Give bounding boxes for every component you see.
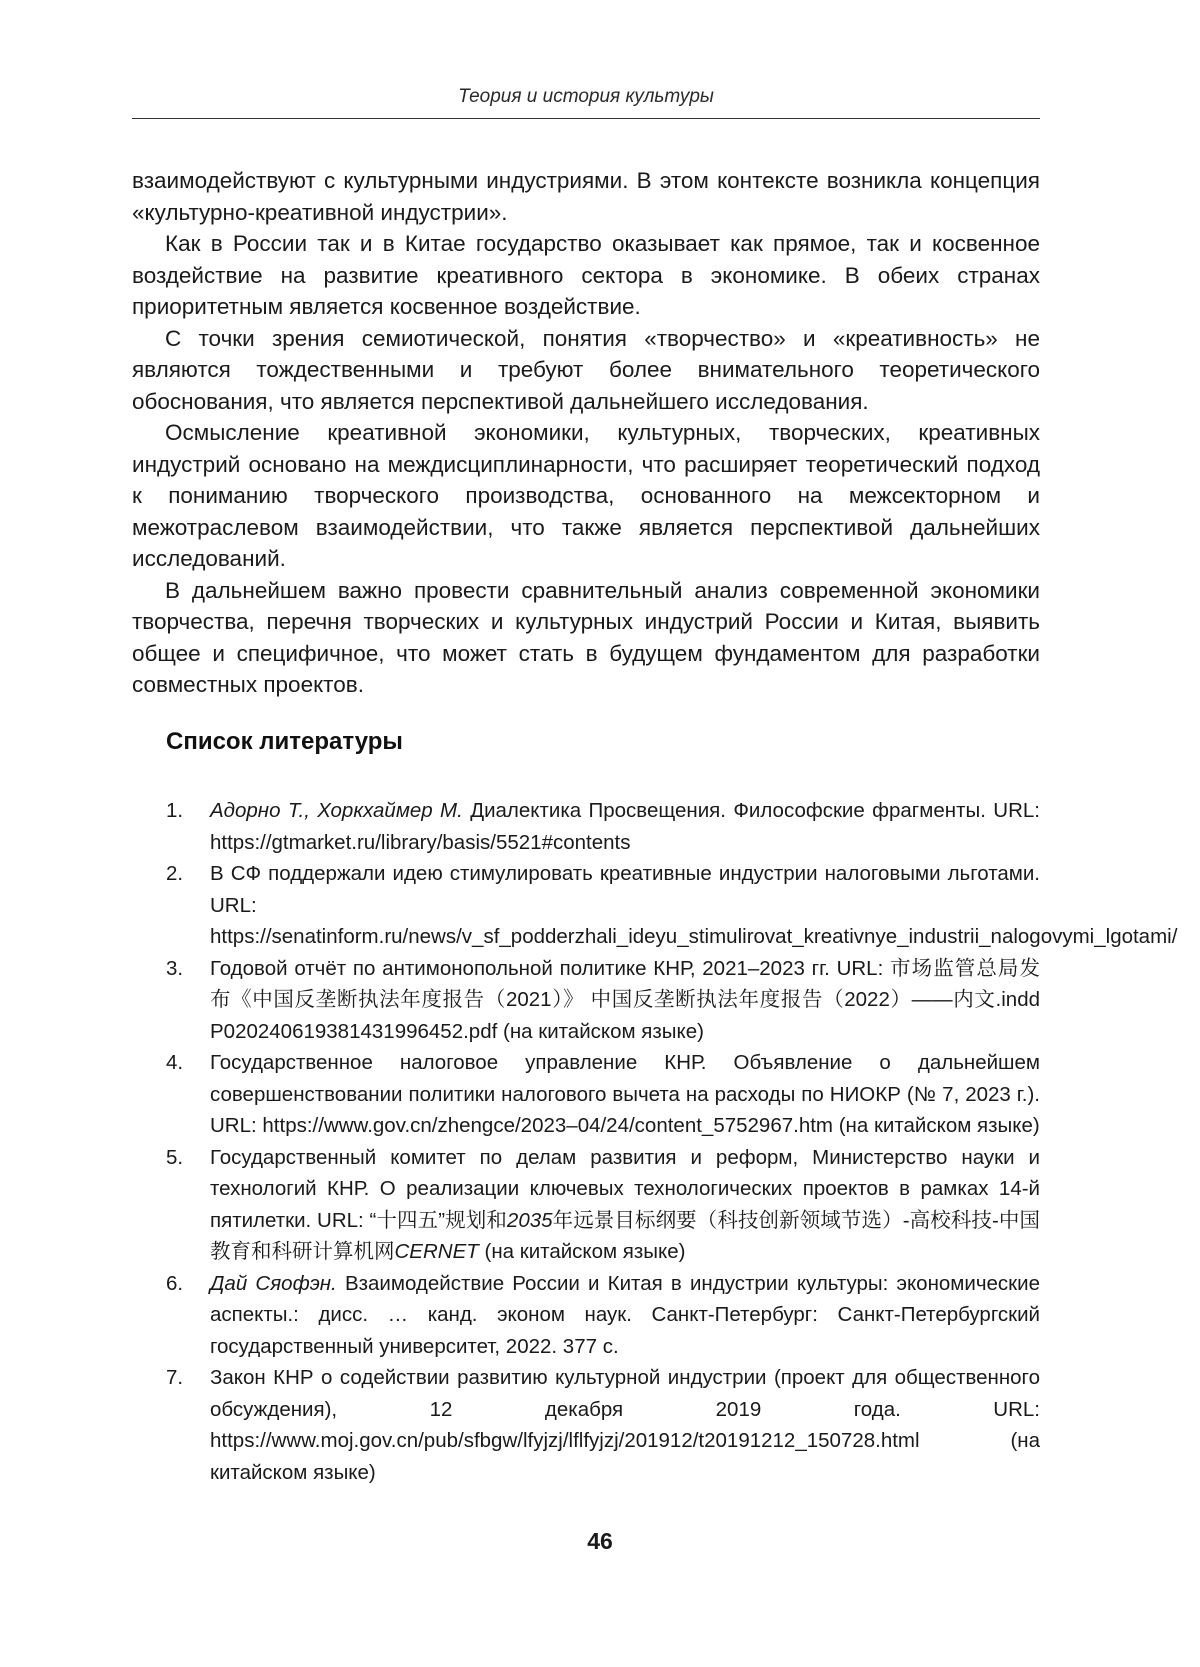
reference-list xyxy=(166,795,1178,1488)
references-title: Список литературы xyxy=(166,728,403,755)
reference-number: 3. xyxy=(166,956,184,980)
reference-number: 2. xyxy=(166,862,184,885)
running-header: Теория и история культуры xyxy=(458,86,714,107)
reference-text-italic: CERNET xyxy=(394,1240,479,1263)
reference-item-5 xyxy=(166,1142,1040,1268)
reference-text: Закон КНР о содействии развитию культурной индустрии (проект для общественного обсуждения), 12 декабря 2019 года. URL: https://www.moj.gov.cn/pub/sfbgw/lfyjzj/lflfyjzj/201912/t20191212_150728.html (на китайском языке) xyxy=(210,1366,1040,1484)
reference-text: Диалектика Просвещения. Философские фрагменты. URL: https://gtmarket.ru/library/basis/5521#contents xyxy=(210,799,1040,854)
reference-text: В СФ поддержали идею стимулировать креативные индустрии налоговыми льготами. URL: https://senatinform.ru/news/v_sf_podderzhali_ideyu_stimulirovat_kreativnye_industrii_nalogovymi_lgotami/ xyxy=(210,862,1178,948)
reference-author: Адорно Т., Хоркхаймер М. xyxy=(210,799,463,822)
reference-text-italic: 2035 xyxy=(506,1208,553,1232)
reference-text: Государственное налоговое управление КНР. Объявление о дальнейшем совершенствовании политики налогового вычета на расходы по НИОКР (№ 7, 2023 г.). URL: https://www.gov.cn/zhengce/2023–04/24/content_5752967.htm (на китайском языке) xyxy=(210,1051,1040,1137)
reference-number: 4. xyxy=(166,1051,184,1074)
reference-item-6 xyxy=(166,1268,1040,1363)
paragraph-3: С точки зрения семиотической, понятия «творчество» и «креативность» не являются тождественными и требуют более внимательного теоретического обоснования, что является перспективой дальнейшего исследования. xyxy=(132,325,1040,414)
reference-number: 5. xyxy=(166,1145,184,1169)
reference-item-1 xyxy=(166,795,1040,858)
reference-item-3 xyxy=(166,953,1040,1048)
paragraph-1: взаимодействуют с культурными индустриями. В этом контексте возникла концепция «культурно-креативной индустрии». xyxy=(132,168,1040,225)
reference-text: Взаимодействие России и Китая в индустрии культуры: экономические аспекты.: дисс. … канд. эконом наук. Санкт-Петербург: Санкт-Петербургский государственный университет, 2022. 377 с. xyxy=(210,1271,1040,1358)
page-number: 46 xyxy=(587,1528,613,1554)
header-rule xyxy=(132,118,1040,119)
reference-text: Государственный комитет по делам развития и реформ, Министерство науки и технологий КНР. О реализации ключевых технологических проектов в рамках 14-й пятилетки. URL: “十四五”规划和 xyxy=(210,1145,1040,1232)
reference-item-2 xyxy=(166,858,1178,953)
reference-text: (на китайском языке) xyxy=(478,1240,686,1263)
reference-number: 7. xyxy=(166,1366,184,1389)
reference-author: Дай Сяофэн. xyxy=(210,1271,337,1295)
reference-number: 1. xyxy=(166,799,184,822)
reference-item-7 xyxy=(166,1362,1040,1488)
reference-item-4 xyxy=(166,1047,1040,1142)
body-text xyxy=(132,165,1040,701)
paragraph-4: Осмысление креативной экономики, культурных, творческих, креативных индустрий основано на междисциплинарности, что расширяет теоретический подход к пониманию творческого производства, основанного на межсекторном и межотраслевом взаимодействии, что также является перспективой дальнейших исследований. xyxy=(132,420,1040,571)
paragraph-5: В дальнейшем важно провести сравнительный анализ современной экономики творчества, перечня творческих и культурных индустрий России и Китая, выявить общее и специфичное, что может стать в будущем фундаментом для разработки совместных проектов. xyxy=(132,577,1040,697)
reference-text: 年远景目标纲要（科技创新领域节选）-高校科技-中国教育和科研计算机网 xyxy=(210,1208,1041,1263)
paragraph-2: Как в России так и в Китае государство оказывает как прямое, так и косвенное воздействие на развитие креативного сектора в экономике. В обеих странах приоритетным является косвенное воздействие. xyxy=(132,231,1040,319)
reference-number: 6. xyxy=(166,1271,184,1295)
reference-text: Годовой отчёт по антимонопольной политике КНР, 2021–2023 гг. URL: 市场监管总局发布《中国反垄断执法年度报告（2021）》 中国反垄断执法年度报告（2022）——内文.indd P020240619381431996452.pdf (на китайском языке) xyxy=(210,956,1040,1043)
